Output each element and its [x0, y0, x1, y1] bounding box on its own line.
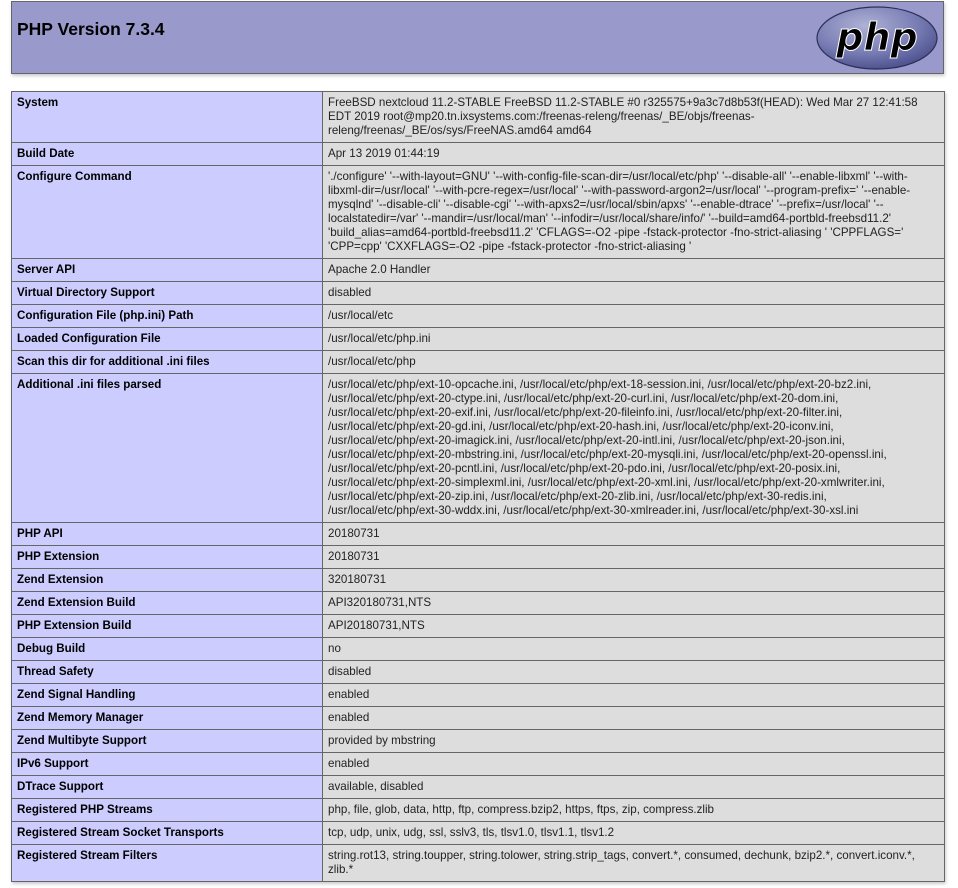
table-row: [12, 259, 945, 282]
table-row: [12, 707, 945, 730]
logo-text: php: [836, 15, 918, 59]
row-label: Registered PHP Streams: [12, 799, 323, 822]
table-row: [12, 523, 945, 546]
row-value: 20180731: [323, 546, 945, 569]
table-row: [12, 776, 945, 799]
row-value: API20180731,NTS: [323, 615, 945, 638]
row-value: tcp, udp, unix, udg, ssl, sslv3, tls, tlsv1.0, tlsv1.1, tlsv1.2: [323, 822, 945, 845]
row-value: disabled: [323, 661, 945, 684]
table-row: [12, 730, 945, 753]
row-label: Registered Stream Filters: [12, 845, 323, 882]
row-label: Additional .ini files parsed: [12, 374, 323, 523]
table-row: [12, 328, 945, 351]
row-label: Virtual Directory Support: [12, 282, 323, 305]
row-value: API320180731,NTS: [323, 592, 945, 615]
table-row: [12, 799, 945, 822]
table-row: [12, 351, 945, 374]
row-value: disabled: [323, 282, 945, 305]
php-logo: [815, 5, 939, 71]
table-row: [12, 546, 945, 569]
table-row: [12, 305, 945, 328]
row-label: IPv6 Support: [12, 753, 323, 776]
row-label: Configuration File (php.ini) Path: [12, 305, 323, 328]
row-label: Loaded Configuration File: [12, 328, 323, 351]
table-row: [12, 661, 945, 684]
table-row: [12, 569, 945, 592]
row-value: /usr/local/etc/php: [323, 351, 945, 374]
row-label: Zend Memory Manager: [12, 707, 323, 730]
row-value: 20180731: [323, 523, 945, 546]
table-row: [12, 166, 945, 259]
page-title: PHP Version 7.3.4: [17, 19, 165, 39]
table-row: [12, 684, 945, 707]
row-value: /usr/local/etc/php.ini: [323, 328, 945, 351]
table-row: [12, 282, 945, 305]
table-row: [12, 143, 945, 166]
row-value: no: [323, 638, 945, 661]
row-value: 320180731: [323, 569, 945, 592]
table-row: [12, 753, 945, 776]
row-label: Scan this dir for additional .ini files: [12, 351, 323, 374]
row-value: enabled: [323, 684, 945, 707]
table-row: [12, 592, 945, 615]
row-value: provided by mbstring: [323, 730, 945, 753]
row-value: enabled: [323, 707, 945, 730]
row-value: /usr/local/etc: [323, 305, 945, 328]
table-row: [12, 92, 945, 143]
table-row: [12, 822, 945, 845]
row-label: Thread Safety: [12, 661, 323, 684]
row-label: Zend Extension Build: [12, 592, 323, 615]
row-label: Configure Command: [12, 166, 323, 259]
table-row: [12, 638, 945, 661]
row-label: Debug Build: [12, 638, 323, 661]
row-label: Registered Stream Socket Transports: [12, 822, 323, 845]
row-value: php, file, glob, data, http, ftp, compress.bzip2, https, ftps, zip, compress.zlib: [323, 799, 945, 822]
row-value: Apr 13 2019 01:44:19: [323, 143, 945, 166]
row-label: Zend Signal Handling: [12, 684, 323, 707]
row-label: PHP Extension: [12, 546, 323, 569]
row-label: System: [12, 92, 323, 143]
row-label: DTrace Support: [12, 776, 323, 799]
php-info-table: [11, 91, 945, 882]
row-label: Zend Extension: [12, 569, 323, 592]
table-row: [12, 374, 945, 523]
row-label: Build Date: [12, 143, 323, 166]
row-label: Server API: [12, 259, 323, 282]
row-value: FreeBSD nextcloud 11.2-STABLE FreeBSD 11.2-STABLE #0 r325575+9a3c7d8b53f(HEAD): Wed Mar 27 12:41:58 EDT 2019 root@mp20.tn.ixsystems.com:/freenas-releng/freenas/_BE/objs/freenas-releng/freenas/_BE/os/sys/FreeNAS.amd64 amd64: [323, 92, 945, 143]
row-label: Zend Multibyte Support: [12, 730, 323, 753]
row-label: PHP API: [12, 523, 323, 546]
table-row: [12, 845, 945, 882]
row-value: /usr/local/etc/php/ext-10-opcache.ini, /usr/local/etc/php/ext-18-session.ini, /usr/local/etc/php/ext-20-bz2.ini, /usr/local/etc/php/ext-20-ctype.ini, /usr/local/etc/php/ext-20-curl.ini, /usr/local/etc/php/ext-20-dom.ini, /usr/local/etc/php/ext-20-exif.ini, /usr/local/etc/php/ext-20-fileinfo.ini, /usr/local/etc/php/ext-20-filter.ini, /usr/local/etc/php/ext-20-gd.ini, /usr/local/etc/php/ext-20-hash.ini, /usr/local/etc/php/ext-20-iconv.ini, /usr/local/etc/php/ext-20-imagick.ini, /usr/local/etc/php/ext-20-intl.ini, /usr/local/etc/php/ext-20-json.ini, /usr/local/etc/php/ext-20-mbstring.ini, /usr/local/etc/php/ext-20-mysqli.ini, /usr/local/etc/php/ext-20-openssl.ini, /usr/local/etc/php/ext-20-pcntl.ini, /usr/local/etc/php/ext-20-pdo.ini, /usr/local/etc/php/ext-20-posix.ini, /usr/local/etc/php/ext-20-simplexml.ini, /usr/local/etc/php/ext-20-xml.ini, /usr/local/etc/php/ext-20-xmlwriter.ini, /usr/local/etc/php/ext-20-zip.ini, /usr/local/etc/php/ext-20-zlib.ini, /usr/local/etc/php/ext-30-redis.ini, /usr/local/etc/php/ext-30-wddx.ini, /usr/local/etc/php/ext-30-xmlreader.ini, /usr/local/etc/php/ext-30-xsl.ini: [323, 374, 945, 523]
table-row: [12, 615, 945, 638]
row-value: './configure' '--with-layout=GNU' '--with-config-file-scan-dir=/usr/local/etc/php' '--disable-all' '--enable-libxml' '--with-libxml-dir=/usr/local' '--with-pcre-regex=/usr/local' '--with-password-argon2=/usr/local' '--program-prefix=' '--enable-mysqlnd' '--disable-cli' '--disable-cgi' '--with-apxs2=/usr/local/sbin/apxs' '--enable-dtrace' '--prefix=/usr/local' '--localstatedir=/var' '--mandir=/usr/local/man' '--infodir=/usr/local/share/info/' '--build=amd64-portbld-freebsd11.2' 'build_alias=amd64-portbld-freebsd11.2' 'CFLAGS=-O2 -pipe -fstack-protector -fno-strict-aliasing ' 'CPPFLAGS=' 'CPP=cpp' 'CXXFLAGS=-O2 -pipe -fstack-protector -fno-strict-aliasing ': [323, 166, 945, 259]
row-value: string.rot13, string.toupper, string.tolower, string.strip_tags, convert.*, consumed, dechunk, bzip2.*, convert.iconv.*, zlib.*: [323, 845, 945, 882]
page-header: [11, 1, 944, 74]
row-value: enabled: [323, 753, 945, 776]
row-label: PHP Extension Build: [12, 615, 323, 638]
row-value: Apache 2.0 Handler: [323, 259, 945, 282]
row-value: available, disabled: [323, 776, 945, 799]
